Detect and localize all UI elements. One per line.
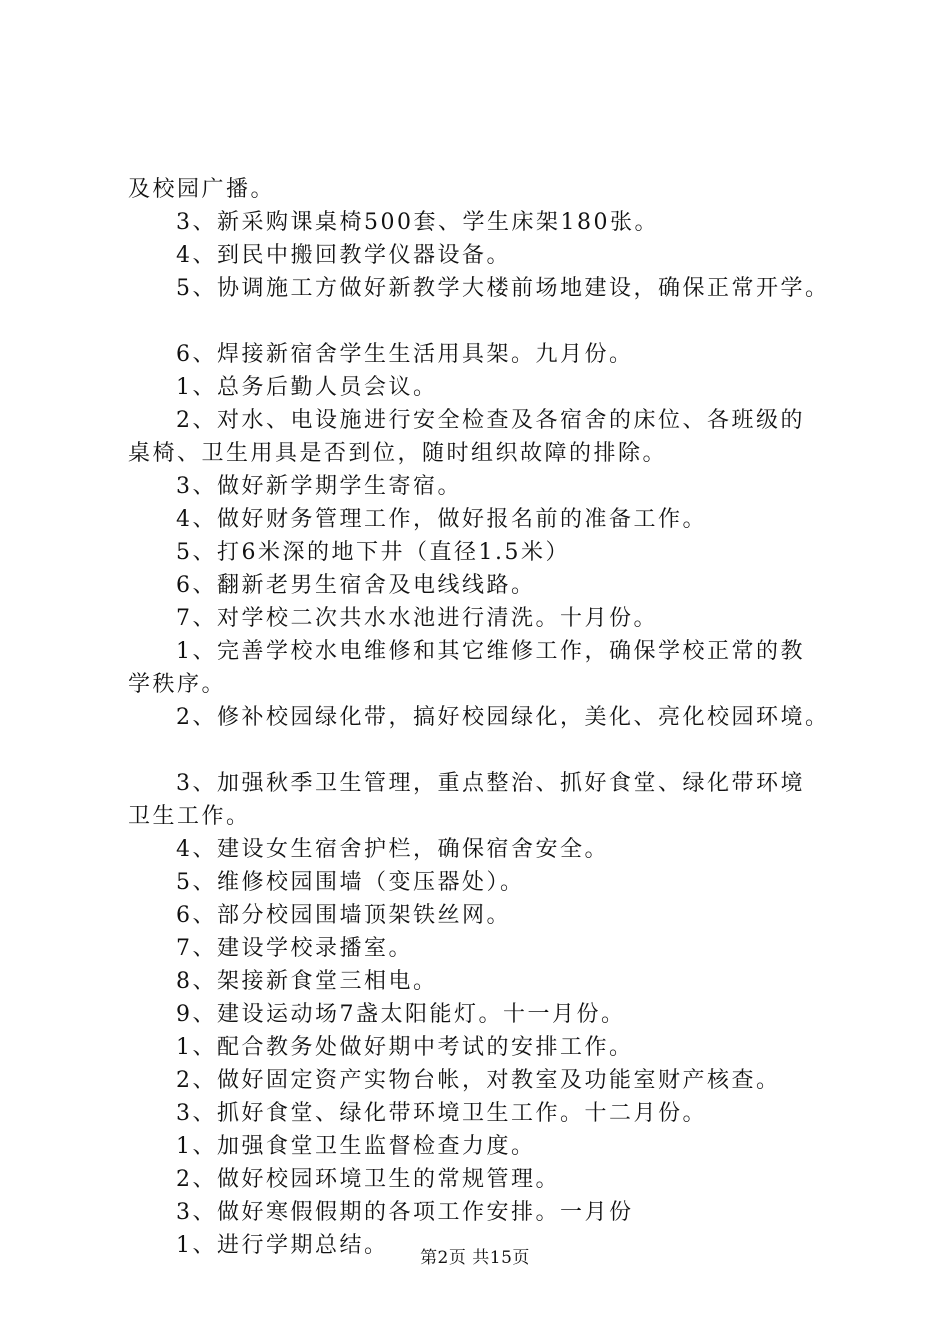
text-line: 3、新采购课桌椅500套、学生床架180张。 — [176, 210, 659, 235]
text-line: 4、建设女生宿舍护栏，确保宿舍安全。 — [176, 837, 609, 862]
text-line: 3、做好寒假假期的各项工作安排。一月份 — [176, 1200, 634, 1225]
text-line: 2、修补校园绿化带，搞好校园绿化，美化、亮化校园环境。 — [176, 705, 830, 730]
text-line: 3、抓好食堂、绿化带环境卫生工作。十二月份。 — [176, 1101, 707, 1126]
text-line: 5、协调施工方做好新教学大楼前场地建设，确保正常开学。 — [176, 276, 830, 301]
text-line: 7、建设学校录播室。 — [176, 936, 413, 961]
text-line: 1、进行学期总结。 — [176, 1233, 389, 1258]
text-line: 1、完善学校水电维修和其它维修工作，确保学校正常的教 — [176, 639, 805, 664]
text-line: 卫生工作。 — [128, 804, 251, 829]
page-footer: 第2页 共15页 — [420, 1248, 530, 1268]
text-line: 5、打6米深的地下井（直径1.5米） — [176, 540, 570, 565]
document-body — [128, 173, 848, 1262]
text-line: 4、做好财务管理工作，做好报名前的准备工作。 — [176, 507, 707, 532]
text-line: 1、总务后勤人员会议。 — [176, 375, 438, 400]
text-line: 7、对学校二次共水水池进行清洗。十月份。 — [176, 606, 658, 631]
text-line: 1、加强食堂卫生监督检查力度。 — [176, 1134, 536, 1159]
text-line: 6、部分校园围墙顶架铁丝网。 — [176, 903, 511, 928]
text-line: 6、焊接新宿舍学生生活用具架。九月份。 — [176, 342, 634, 367]
text-line: 6、翻新老男生宿舍及电线线路。 — [176, 573, 536, 598]
text-line: 2、做好校园环境卫生的常规管理。 — [176, 1167, 560, 1192]
text-line: 3、加强秋季卫生管理，重点整治、抓好食堂、绿化带环境 — [176, 771, 805, 796]
text-line: 1、配合教务处做好期中考试的安排工作。 — [176, 1035, 634, 1060]
text-line: 3、做好新学期学生寄宿。 — [176, 474, 462, 499]
text-line: 桌椅、卫生用具是否到位，随时组织故障的排除。 — [128, 441, 668, 466]
text-line: 5、维修校园围墙（变压器处）。 — [176, 870, 525, 895]
text-line: 学秩序。 — [128, 672, 227, 697]
text-line: 2、对水、电设施进行安全检查及各宿舍的床位、各班级的 — [176, 408, 805, 433]
text-line: 及校园广播。 — [128, 177, 276, 202]
text-line: 8、架接新食堂三相电。 — [176, 969, 438, 994]
text-line: 4、到民中搬回教学仪器设备。 — [176, 243, 511, 268]
text-line: 9、建设运动场7盏太阳能灯。十一月份。 — [176, 1002, 626, 1027]
text-line: 2、做好固定资产实物台帐，对教室及功能室财产核查。 — [176, 1068, 781, 1093]
